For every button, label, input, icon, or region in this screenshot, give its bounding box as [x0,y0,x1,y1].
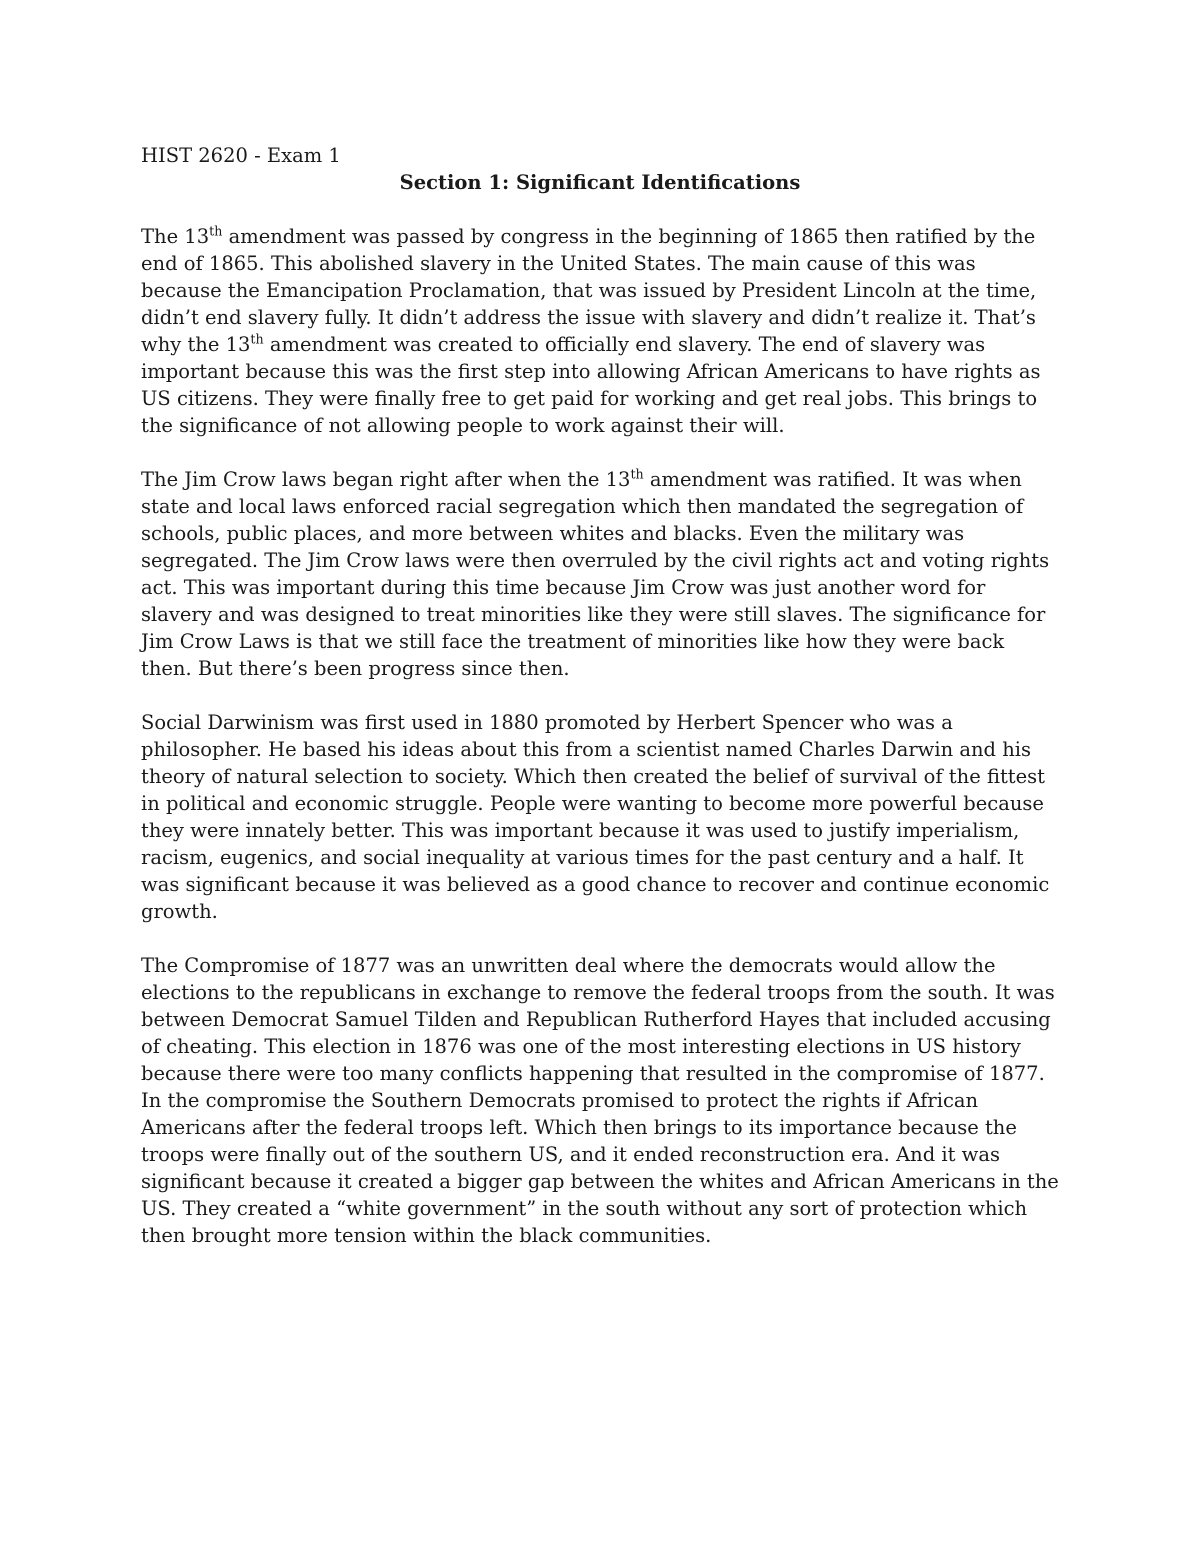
paragraph-social-darwinism: Social Darwinism was first used in 1880 promoted by Herbert Spencer who was a philosopher. He based his ideas about this from a scientist named Charles Darwin and his theory of natural selection to society. Which then created the belief of survival of the fittest in political and economic struggle. People were wanting to become more powerful because they were innately better. This was important because it was used to justify imperialism, racism, eugenics, and social inequality at various times for the past century and a half. It was significant because it was believed as a good chance to recover and continue economic growth. [141,711,1050,923]
paragraph-text: amendment was ratified. It was when state and local laws enforced racial segregation which then mandated the segregation of schools, public places, and more between whites and blacks. Even the military was segregated. The Jim Crow laws were then overruled by the civil rights act and voting rights act. This was important during this time because Jim Crow was just another word for slavery and was designed to treat minorities like they were still slaves. The significance for Jim Crow Laws is that we still face the treatment of minorities like how they were back then. But there’s been progress since then. [141,468,1050,680]
section-title: Section 1: Significant Identifications [399,171,801,194]
ordinal-suffix: th [209,223,223,239]
paragraph-text: The Jim Crow laws began right after when the 13 [141,468,631,491]
paragraph-text: The 13 [141,225,210,248]
paragraph-text: amendment was created to officially end slavery. The end of slavery was important because this was the first step into allowing African Americans to have rights as US citizens. They were finally free to get paid for working and get real jobs. This brings to the significance of not allowing people to work against their will. [141,333,1041,437]
ordinal-suffix: th [630,466,644,482]
paragraph-text: amendment was passed by congress in the beginning of 1865 then ratified by the end of 1865. This abolished slavery in the United States. The main cause of this was because the Emancipation Proclamation, that was issued by President Lincoln at the time, didn’t end slavery fully. It didn’t address the issue with slavery and didn’t realize it. That’s why the 13 [141,225,1037,356]
paragraph-compromise-1877: The Compromise of 1877 was an unwritten deal where the democrats would allow the elections to the republicans in exchange to remove the federal troops from the south. It was between Democrat Samuel Tilden and Republican Rutherford Hayes that included accusing of cheating. This election in 1876 was one of the most interesting elections in US history because there were too many conflicts happening that resulted in the compromise of 1877. In the compromise the Southern Democrats promised to protect the rights if African Americans after the federal troops left. Which then brings to its importance because the troops were finally out of the southern US, and it ended reconstruction era. And it was significant because it created a bigger gap between the whites and African Americans in the US. They created a “white government” in the south without any sort of protection which then brought more tension within the black communities. [141,954,1059,1247]
course-line: HIST 2620 - Exam 1 [141,144,341,167]
document-body [141,142,1059,1249]
paragraph-13th-amendment [141,223,1059,439]
ordinal-suffix: th [250,331,264,347]
paragraph-jim-crow [141,466,1059,682]
